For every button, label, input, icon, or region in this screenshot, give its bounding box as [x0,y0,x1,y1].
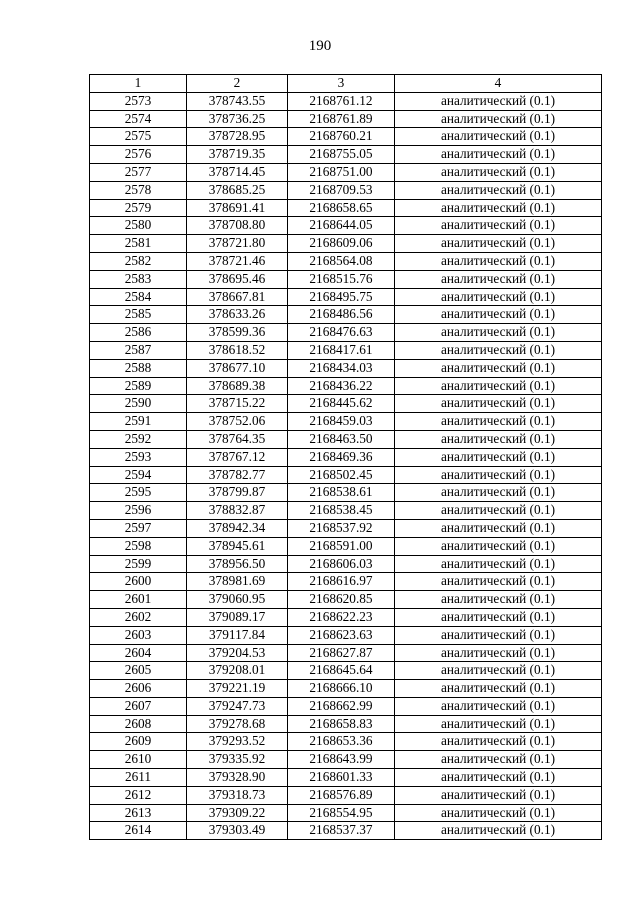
table-row [90,662,602,680]
point-number-cell: 2600 [90,573,187,591]
table-row [90,573,602,591]
x-coordinate-cell: 378599.36 [187,324,288,342]
y-coordinate-cell: 2168643.99 [288,751,395,769]
column-header-3: 3 [288,75,395,93]
point-number-cell: 2596 [90,502,187,520]
point-number-cell: 2575 [90,128,187,146]
y-coordinate-cell: 2168537.37 [288,822,395,840]
point-number-cell: 2614 [90,822,187,840]
y-coordinate-cell: 2168760.21 [288,128,395,146]
x-coordinate-cell: 378942.34 [187,519,288,537]
method-cell: аналитический (0.1) [395,644,602,662]
y-coordinate-cell: 2168666.10 [288,680,395,698]
y-coordinate-cell: 2168486.56 [288,306,395,324]
method-cell: аналитический (0.1) [395,359,602,377]
y-coordinate-cell: 2168709.53 [288,181,395,199]
x-coordinate-cell: 378721.80 [187,235,288,253]
point-number-cell: 2581 [90,235,187,253]
point-number-cell: 2592 [90,430,187,448]
method-cell: аналитический (0.1) [395,395,602,413]
point-number-cell: 2587 [90,341,187,359]
x-coordinate-cell: 378743.55 [187,92,288,110]
method-cell: аналитический (0.1) [395,324,602,342]
y-coordinate-cell: 2168417.61 [288,341,395,359]
point-number-cell: 2589 [90,377,187,395]
x-coordinate-cell: 379089.17 [187,608,288,626]
x-coordinate-cell: 378618.52 [187,341,288,359]
method-cell: аналитический (0.1) [395,715,602,733]
y-coordinate-cell: 2168761.12 [288,92,395,110]
y-coordinate-cell: 2168761.89 [288,110,395,128]
x-coordinate-cell: 378689.38 [187,377,288,395]
table-row [90,697,602,715]
y-coordinate-cell: 2168623.63 [288,626,395,644]
table-row [90,288,602,306]
point-number-cell: 2577 [90,163,187,181]
table-row [90,608,602,626]
table-body [90,92,602,839]
method-cell: аналитический (0.1) [395,466,602,484]
y-coordinate-cell: 2168658.83 [288,715,395,733]
point-number-cell: 2578 [90,181,187,199]
column-header-4: 4 [395,75,602,93]
point-number-cell: 2594 [90,466,187,484]
y-coordinate-cell: 2168653.36 [288,733,395,751]
table-row [90,377,602,395]
x-coordinate-cell: 378633.26 [187,306,288,324]
x-coordinate-cell: 378767.12 [187,448,288,466]
page-number: 190 [308,38,332,54]
y-coordinate-cell: 2168537.92 [288,519,395,537]
method-cell: аналитический (0.1) [395,448,602,466]
x-coordinate-cell: 378956.50 [187,555,288,573]
method-cell: аналитический (0.1) [395,484,602,502]
table-row [90,395,602,413]
table-row [90,341,602,359]
method-cell: аналитический (0.1) [395,608,602,626]
point-number-cell: 2576 [90,146,187,164]
table-row [90,199,602,217]
y-coordinate-cell: 2168591.00 [288,537,395,555]
table-row [90,181,602,199]
method-cell: аналитический (0.1) [395,786,602,804]
y-coordinate-cell: 2168476.63 [288,324,395,342]
table-row [90,430,602,448]
x-coordinate-cell: 378832.87 [187,502,288,520]
y-coordinate-cell: 2168515.76 [288,270,395,288]
table-row [90,769,602,787]
method-cell: аналитический (0.1) [395,626,602,644]
x-coordinate-cell: 378945.61 [187,537,288,555]
x-coordinate-cell: 379309.22 [187,804,288,822]
y-coordinate-cell: 2168751.00 [288,163,395,181]
x-coordinate-cell: 379328.90 [187,769,288,787]
method-cell: аналитический (0.1) [395,573,602,591]
method-cell: аналитический (0.1) [395,341,602,359]
y-coordinate-cell: 2168502.45 [288,466,395,484]
point-number-cell: 2602 [90,608,187,626]
table-row [90,92,602,110]
point-number-cell: 2588 [90,359,187,377]
method-cell: аналитический (0.1) [395,110,602,128]
table-row [90,270,602,288]
y-coordinate-cell: 2168538.61 [288,484,395,502]
method-cell: аналитический (0.1) [395,751,602,769]
y-coordinate-cell: 2168554.95 [288,804,395,822]
table-row [90,591,602,609]
method-cell: аналитический (0.1) [395,128,602,146]
x-coordinate-cell: 378708.80 [187,217,288,235]
point-number-cell: 2603 [90,626,187,644]
y-coordinate-cell: 2168627.87 [288,644,395,662]
table-row [90,804,602,822]
point-number-cell: 2608 [90,715,187,733]
x-coordinate-cell: 378799.87 [187,484,288,502]
x-coordinate-cell: 378714.45 [187,163,288,181]
table-row [90,555,602,573]
point-number-cell: 2613 [90,804,187,822]
point-number-cell: 2610 [90,751,187,769]
point-number-cell: 2580 [90,217,187,235]
table-row [90,626,602,644]
method-cell: аналитический (0.1) [395,822,602,840]
x-coordinate-cell: 378685.25 [187,181,288,199]
x-coordinate-cell: 378728.95 [187,128,288,146]
x-coordinate-cell: 378764.35 [187,430,288,448]
y-coordinate-cell: 2168620.85 [288,591,395,609]
table-row [90,715,602,733]
table-row [90,751,602,769]
y-coordinate-cell: 2168459.03 [288,413,395,431]
method-cell: аналитический (0.1) [395,519,602,537]
x-coordinate-cell: 378981.69 [187,573,288,591]
method-cell: аналитический (0.1) [395,181,602,199]
y-coordinate-cell: 2168538.45 [288,502,395,520]
table-row [90,786,602,804]
x-coordinate-cell: 379335.92 [187,751,288,769]
y-coordinate-cell: 2168469.36 [288,448,395,466]
y-coordinate-cell: 2168622.23 [288,608,395,626]
method-cell: аналитический (0.1) [395,377,602,395]
table-header [90,75,602,93]
point-number-cell: 2584 [90,288,187,306]
method-cell: аналитический (0.1) [395,199,602,217]
table-row [90,484,602,502]
method-cell: аналитический (0.1) [395,555,602,573]
method-cell: аналитический (0.1) [395,217,602,235]
point-number-cell: 2573 [90,92,187,110]
table-row [90,146,602,164]
y-coordinate-cell: 2168606.03 [288,555,395,573]
method-cell: аналитический (0.1) [395,92,602,110]
table-row [90,413,602,431]
y-coordinate-cell: 2168645.64 [288,662,395,680]
x-coordinate-cell: 379278.68 [187,715,288,733]
x-coordinate-cell: 379318.73 [187,786,288,804]
point-number-cell: 2585 [90,306,187,324]
x-coordinate-cell: 378782.77 [187,466,288,484]
point-number-cell: 2595 [90,484,187,502]
method-cell: аналитический (0.1) [395,306,602,324]
y-coordinate-cell: 2168601.33 [288,769,395,787]
x-coordinate-cell: 378721.46 [187,252,288,270]
method-cell: аналитический (0.1) [395,680,602,698]
table-row [90,502,602,520]
point-number-cell: 2597 [90,519,187,537]
x-coordinate-cell: 378677.10 [187,359,288,377]
table-row [90,306,602,324]
method-cell: аналитический (0.1) [395,697,602,715]
point-number-cell: 2609 [90,733,187,751]
y-coordinate-cell: 2168495.75 [288,288,395,306]
table-row [90,324,602,342]
method-cell: аналитический (0.1) [395,733,602,751]
point-number-cell: 2604 [90,644,187,662]
point-number-cell: 2590 [90,395,187,413]
column-header-2: 2 [187,75,288,93]
table-row [90,519,602,537]
point-number-cell: 2593 [90,448,187,466]
point-number-cell: 2583 [90,270,187,288]
method-cell: аналитический (0.1) [395,413,602,431]
table-row [90,680,602,698]
y-coordinate-cell: 2168616.97 [288,573,395,591]
table-row [90,110,602,128]
y-coordinate-cell: 2168576.89 [288,786,395,804]
table-row [90,217,602,235]
point-number-cell: 2607 [90,697,187,715]
method-cell: аналитический (0.1) [395,288,602,306]
method-cell: аналитический (0.1) [395,769,602,787]
x-coordinate-cell: 378695.46 [187,270,288,288]
x-coordinate-cell: 378719.35 [187,146,288,164]
table-row [90,644,602,662]
y-coordinate-cell: 2168445.62 [288,395,395,413]
x-coordinate-cell: 378691.41 [187,199,288,217]
method-cell: аналитический (0.1) [395,270,602,288]
method-cell: аналитический (0.1) [395,252,602,270]
method-cell: аналитический (0.1) [395,591,602,609]
column-header-1: 1 [90,75,187,93]
point-number-cell: 2606 [90,680,187,698]
method-cell: аналитический (0.1) [395,502,602,520]
point-number-cell: 2579 [90,199,187,217]
x-coordinate-cell: 379293.52 [187,733,288,751]
point-number-cell: 2574 [90,110,187,128]
point-number-cell: 2605 [90,662,187,680]
method-cell: аналитический (0.1) [395,163,602,181]
method-cell: аналитический (0.1) [395,146,602,164]
x-coordinate-cell: 378667.81 [187,288,288,306]
method-cell: аналитический (0.1) [395,804,602,822]
coordinates-table [89,74,602,840]
table-row [90,235,602,253]
x-coordinate-cell: 379117.84 [187,626,288,644]
x-coordinate-cell: 379208.01 [187,662,288,680]
y-coordinate-cell: 2168662.99 [288,697,395,715]
x-coordinate-cell: 379303.49 [187,822,288,840]
table-row [90,252,602,270]
y-coordinate-cell: 2168463.50 [288,430,395,448]
x-coordinate-cell: 379247.73 [187,697,288,715]
y-coordinate-cell: 2168609.06 [288,235,395,253]
point-number-cell: 2582 [90,252,187,270]
point-number-cell: 2586 [90,324,187,342]
point-number-cell: 2598 [90,537,187,555]
table-row [90,733,602,751]
table-row [90,128,602,146]
point-number-cell: 2599 [90,555,187,573]
table-row [90,448,602,466]
x-coordinate-cell: 379204.53 [187,644,288,662]
x-coordinate-cell: 379060.95 [187,591,288,609]
method-cell: аналитический (0.1) [395,430,602,448]
point-number-cell: 2611 [90,769,187,787]
x-coordinate-cell: 378736.25 [187,110,288,128]
y-coordinate-cell: 2168755.05 [288,146,395,164]
header-row [90,75,602,93]
method-cell: аналитический (0.1) [395,662,602,680]
point-number-cell: 2612 [90,786,187,804]
x-coordinate-cell: 379221.19 [187,680,288,698]
y-coordinate-cell: 2168434.03 [288,359,395,377]
x-coordinate-cell: 378715.22 [187,395,288,413]
method-cell: аналитический (0.1) [395,235,602,253]
table-row [90,537,602,555]
point-number-cell: 2591 [90,413,187,431]
table-row [90,359,602,377]
table-row [90,822,602,840]
y-coordinate-cell: 2168436.22 [288,377,395,395]
table-row [90,466,602,484]
point-number-cell: 2601 [90,591,187,609]
y-coordinate-cell: 2168644.05 [288,217,395,235]
x-coordinate-cell: 378752.06 [187,413,288,431]
method-cell: аналитический (0.1) [395,537,602,555]
table-row [90,163,602,181]
y-coordinate-cell: 2168564.08 [288,252,395,270]
y-coordinate-cell: 2168658.65 [288,199,395,217]
